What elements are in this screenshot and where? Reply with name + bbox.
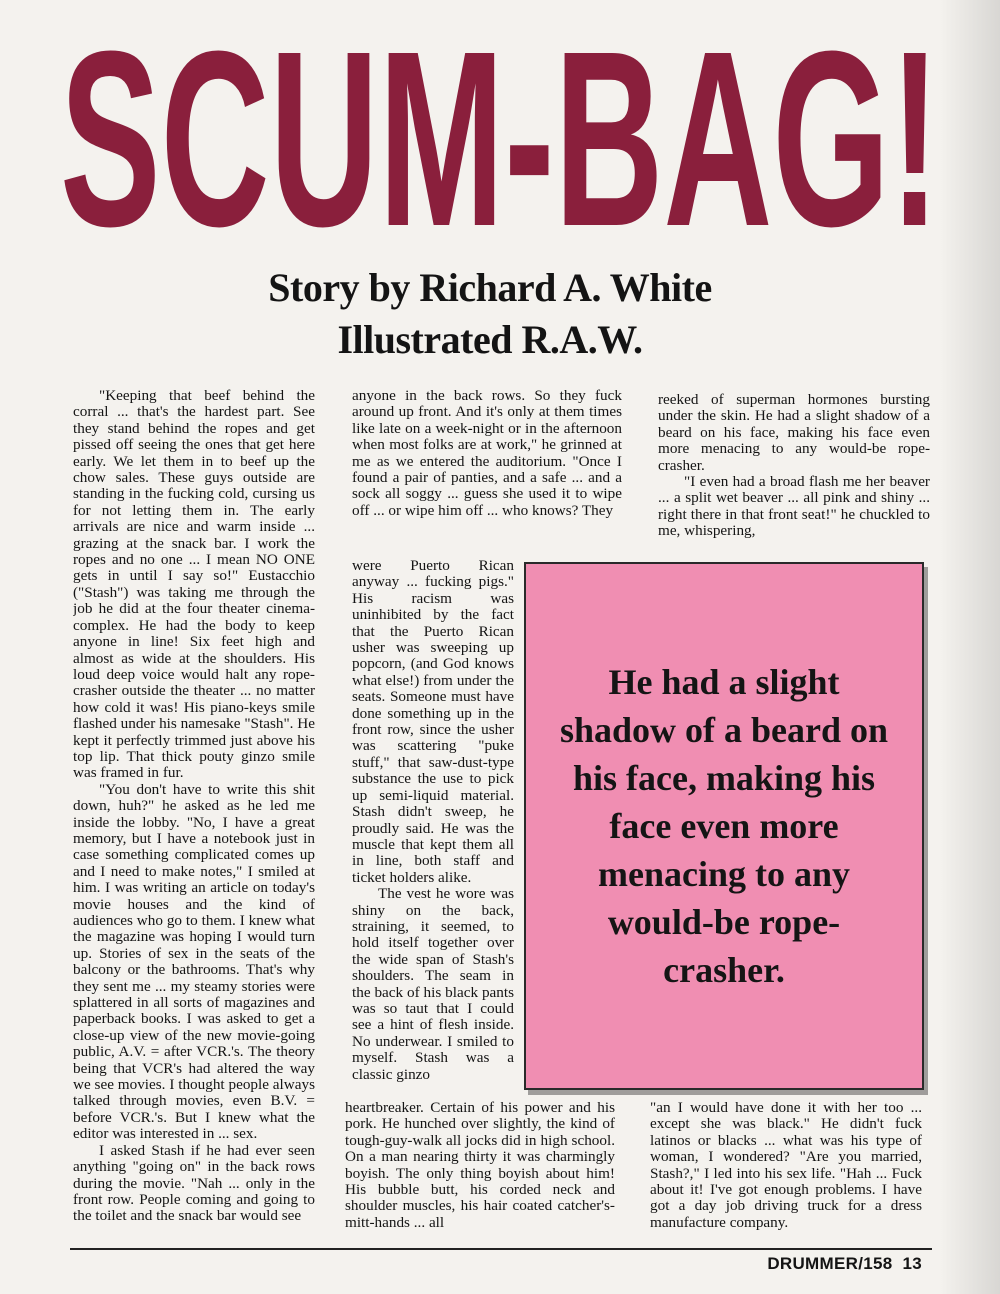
paragraph: were Puerto Rican anyway ... fucking pigs." His racism was uninhibited by the fact that the Puerto Rican usher was sweeping up popcorn, (and God knows what else!) from under the seats. Someone must have done something up in the front row, since the usher was scattering "puke stuff," that saw-dust-type substance the use to pick up semi-liquid material. Stash didn't sweep, he proudly said. He was the muscle that kept them all in line, both staff and ticket holders alike. (352, 558, 514, 886)
story-credit: Story by Richard A. White (268, 265, 712, 310)
paragraph: "I even had a broad flash me her beaver ... a split wet beaver ... all pink and shiny ... right there in that front seat!" he chuckled to me, whispering, (658, 473, 930, 540)
column-1 (73, 388, 315, 1248)
column-2-top (352, 388, 622, 558)
pull-quote-box (524, 562, 924, 1090)
publication-name: DRUMMER/158 (767, 1254, 893, 1273)
paragraph: reeked of superman hormones bursting under the skin. He had a slight shadow of a beard on his face, making his face even more menacing to any would-be rope-crasher. (658, 392, 930, 474)
story-title: SCUM-BAG! (60, 10, 940, 260)
paragraph: I asked Stash if he had ever seen anything "going on" in the back rows during the movie. "Nah ... only in the front row. People coming and going to the toilet and the snack bar would see (73, 1141, 315, 1225)
page-number: 13 (902, 1254, 922, 1273)
paragraph: "Keeping that beef behind the corral ... that's the hardest part. See they stand behind the ropes and get pissed off seeing the ones that get here early. We let them in to beef up the chow sales. These guys outside are standing in the fucking cold, cursing us for not letting them in. The early arrivals are nice and warm inside ... grazing at the snack bar. I work the ropes and no one ... I mean NO ONE gets in until I say so!" Eustacchio ("Stash") was taking me through the job he did at the four theater cinema-complex. He had the body to keep anyone in line! Six feet high and almost as wide at the shoulders. His loud deep voice would halt any rope-crasher outside the theater ... no matter how cold it was! His piano-keys smile flashed under his namesake "Stash". He kept it perfectly trimmed just above his top lip. That thick pouty ginzo smile was framed in fur. (73, 388, 315, 782)
pull-quote-text: He had a slight shadow of a beard on his face, making his face even more menacing to any would-be rope-crasher. (559, 662, 889, 990)
title-svg (0, 10, 1000, 260)
page-footer (757, 1254, 922, 1274)
illustration-credit: Illustrated R.A.W. (337, 317, 643, 362)
column-3-bottom (650, 1100, 922, 1242)
byline (150, 262, 830, 366)
paragraph: "You don't have to write this shit down, huh?" he asked as he led me inside the lobby. "No, I have a great memory, but I have a notebook just in case something complicated comes up and I need to make notes," I smiled at him. I was writing an article on today's movie houses and the kind of audiences who go to them. I knew what the magazine was hoping I would turn up. Stories of sex in the seats of the balcony or the bathrooms. That's why they sent me ... my steamy stories were splattered in all sorts of magazines and paperback books. I was asked to get a close-up view of the new movie-going public, A.V. = after VCR.'s. The theory being that VCR's had altered the way we see movies. I thought people always talked through movies, even B.V. = before VCR.'s. But I knew what the editor was interested in ... sex. (73, 780, 315, 1143)
paragraph: "an I would have done it with her too ... except she was black." He didn't fuck latinos or blacks ... what was his type of woman, I wondered? "Are you married, Stash?," I led into his sex life. "Hah ... Fuck about it! I've got enough problems. I have got a day job driving truck for a dress manufacture company. (650, 1100, 922, 1231)
footer-rule (70, 1248, 932, 1250)
title-banner (0, 10, 1000, 260)
column-2-middle (352, 558, 514, 1098)
column-2-bottom (345, 1100, 615, 1242)
paragraph: anyone in the back rows. So they fuck around up front. And it's only at them times like late on a week-night or in the afternoon when most folks are at work," he grinned at me as we entered the auditorium. "Once I found a pair of panties, and a safe ... and a sock all soggy ... guess she used it to wipe off ... or wipe him off ... who knows? They (352, 388, 622, 519)
column-3-top (658, 392, 930, 552)
paragraph: heartbreaker. Certain of his power and his pork. He hunched over slightly, the kind of tough-guy-walk all jocks did in high school. On a man nearing thirty it was charmingly boyish. The only thing boyish about him! His bubble butt, his corded neck and shoulder muscles, his hair coated catcher's-mitt-hands ... all (345, 1100, 615, 1231)
paragraph: The vest he wore was shiny on the back, straining, it seemed, to hold itself together over the wide span of Stash's shoulders. The seam in the back of his black pants was so taut that I could see a hint of flesh inside. No underwear. I smiled to myself. Stash was a classic ginzo (352, 885, 514, 1083)
